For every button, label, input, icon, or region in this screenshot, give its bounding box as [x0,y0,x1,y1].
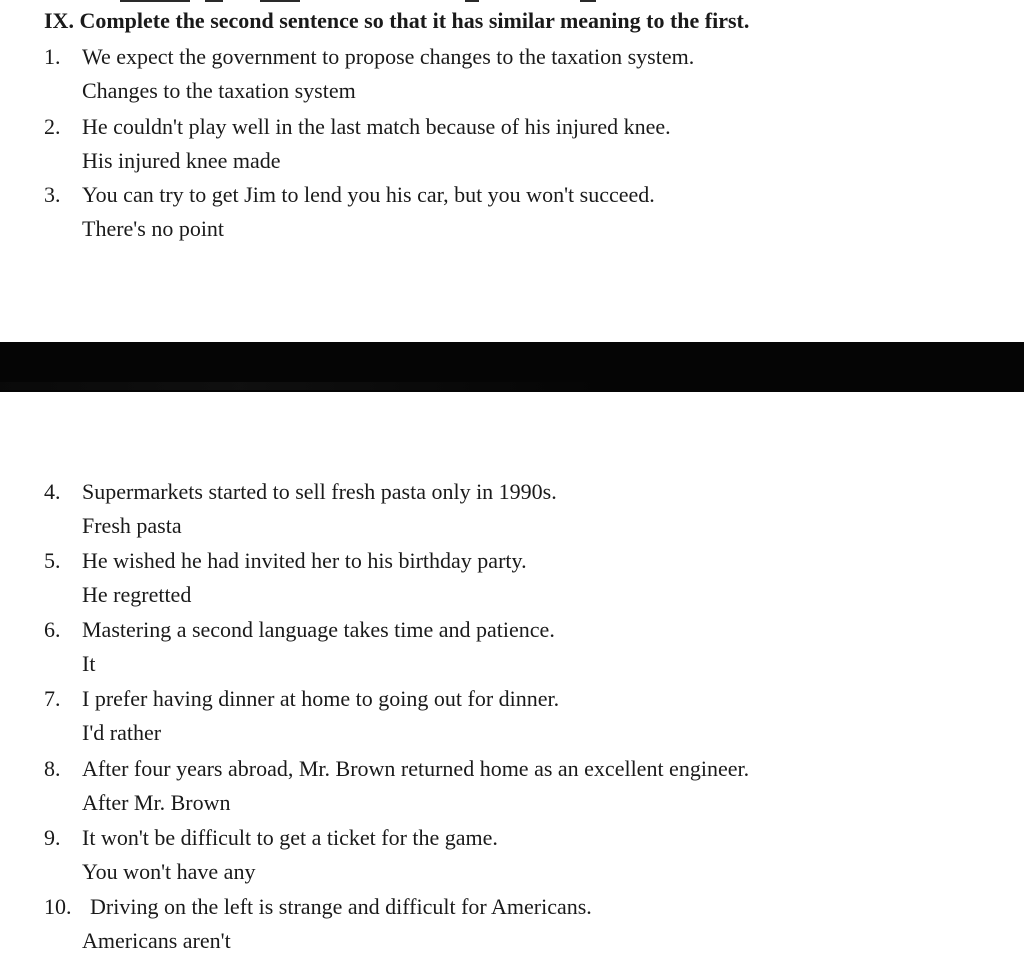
list-item [44,754,1004,818]
item-sentence: It won't be difficult to get a ticket for the game. [82,825,498,850]
cropped-fragment [205,0,223,2]
item-number: 7. [44,686,61,711]
item-sentence: Driving on the left is strange and difficult for Americans. [90,894,592,919]
list-item [44,615,1004,679]
item-prompt: After Mr. Brown [82,790,231,815]
list-item [44,546,1004,610]
item-number: 3. [44,182,61,207]
item-prompt: I'd rather [82,720,162,745]
cropped-fragment [580,0,596,2]
redaction-shadow [0,382,600,390]
item-number: 10. [44,894,72,919]
exercise-heading: IX. Complete the second sentence so that it has similar meaning to the first. [44,8,750,33]
cropped-fragment [465,0,479,2]
redaction-band [0,342,1024,392]
item-prompt: It [82,651,96,676]
item-number: 5. [44,548,61,573]
item-sentence: I prefer having dinner at home to going out for dinner. [82,686,560,711]
cropped-fragment [260,0,300,2]
item-sentence: We expect the government to propose changes to the taxation system. [82,44,695,69]
list-item [44,684,1004,748]
item-number: 6. [44,617,61,642]
item-sentence: After four years abroad, Mr. Brown returned home as an excellent engineer. [82,756,750,781]
item-prompt: Fresh pasta [82,513,182,538]
item-number: 1. [44,44,61,69]
list-item [44,823,1004,887]
item-number: 2. [44,114,61,139]
item-number: 8. [44,756,61,781]
item-sentence: You can try to get Jim to lend you his car, but you won't succeed. [82,182,655,207]
item-number: 4. [44,479,61,504]
list-item [44,42,1004,106]
item-sentence: He couldn't play well in the last match because of his injured knee. [82,114,671,139]
list-item [44,112,1004,176]
list-item [44,892,1004,956]
list-item [44,180,1004,244]
item-sentence: Mastering a second language takes time and patience. [82,617,555,642]
item-prompt: There's no point [82,216,225,241]
list-item [44,477,1004,541]
item-prompt: You won't have any [82,859,256,884]
item-prompt: Changes to the taxation system [82,78,356,103]
cropped-previous-line [0,0,1024,4]
item-sentence: Supermarkets started to sell fresh pasta only in 1990s. [82,479,557,504]
item-prompt: Americans aren't [82,928,231,953]
item-prompt: His injured knee made [82,148,281,173]
item-sentence: He wished he had invited her to his birthday party. [82,548,527,573]
item-number: 9. [44,825,61,850]
cropped-fragment [120,0,190,2]
item-prompt: He regretted [82,582,192,607]
